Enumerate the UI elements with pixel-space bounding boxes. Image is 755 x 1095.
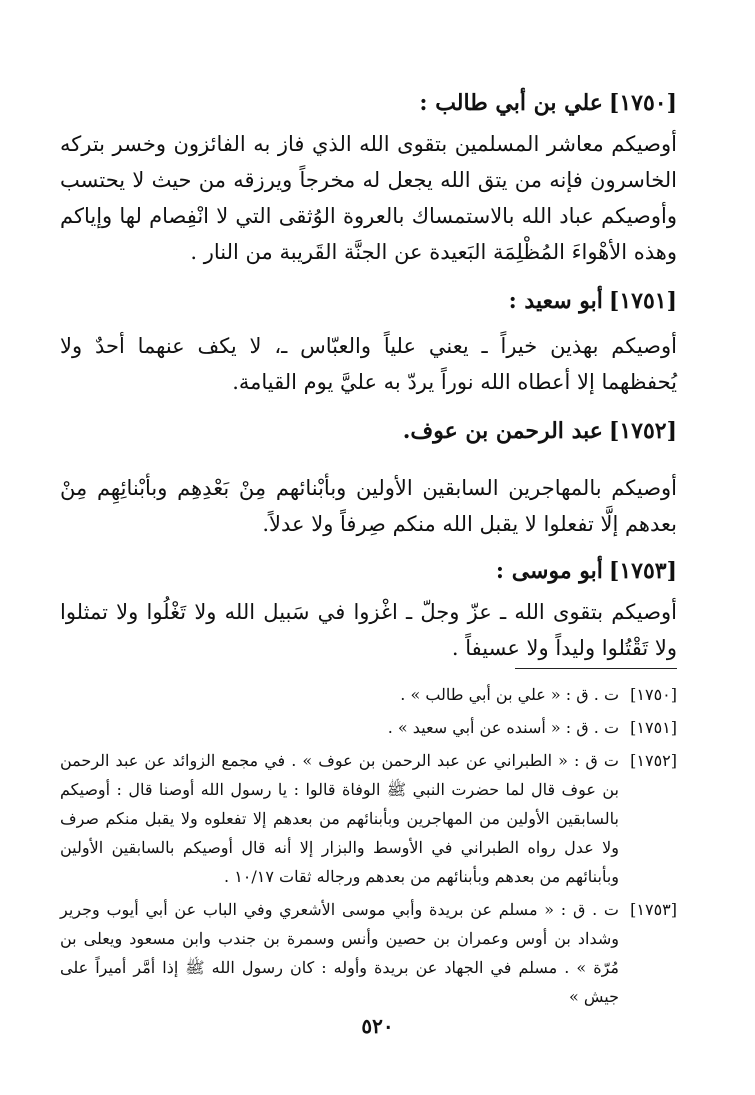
entry-1752 [60, 414, 677, 542]
footnote-number: [١٧٥١] [630, 718, 677, 737]
main-text [60, 86, 677, 666]
entry-body: أوصيكم بالمهاجرين السابقين الأولين وبأبْنائهم مِنْ بَعْدِهِم وبأبْنائِهِم مِنْ بعدهم إلَّا تفعلوا لا يقبل الله منكم صِرفاً ولا عدلاً. [60, 476, 677, 536]
entry-body: أوصيكم معاشر المسلمين بتقوى الله الذي فاز به الفائزون وخسر بتركه الخاسرون فإنه من يتق الله يجعل له مخرجاً ويرزقه من حيث لا يحتسب وأوصيكم عباد الله بالاستمساك بالعروة الوُثقى التي لا انْفِصام لها وإياكم وهذه الأهْواءَ المُظْلِمَة البَعيدة عن الجنَّة القَريبة من النار . [60, 132, 677, 264]
footnote-number: [١٧٥٣] [630, 900, 677, 919]
entry-heading [60, 86, 677, 120]
entry-name: أبو موسى : [495, 558, 603, 584]
entry-number: [١٧٥٠] [608, 90, 677, 116]
footnote-text: ت . ق : « علي بن أبي طالب » . [400, 685, 619, 704]
entry-body: أوصيكم بتقوى الله ـ عزّ وجلّ ـ اغْزوا في سَبيل الله ولا تَغْلُوا ولا تمثلوا ولا تَقْتُلوا وليداً ولا عسيفاً . [60, 600, 677, 660]
entry-1750 [60, 86, 677, 270]
footnote-separator [515, 668, 677, 669]
footnote-number: [١٧٥٠] [630, 685, 677, 704]
entry-heading [60, 414, 677, 448]
footnote-1751 [60, 713, 677, 742]
footnote-number: [١٧٥٢] [630, 751, 677, 770]
page-number: ٥٢٠ [361, 1014, 394, 1038]
entry-heading [60, 284, 677, 318]
entry-number: [١٧٥٣] [608, 558, 677, 584]
footnote-text: ت . ق : « مسلم عن بريدة وأبي موسى الأشعري وفي الباب عن أبي أيوب وجرير وشداد بن أوس وعمران بن حصين وأنس وسمرة بن جندب وابن مسعود ويعلى بن مُرّة » . مسلم في الجهاد عن بريدة وأوله : كان رسول الله ﷺ إذا أمَّر أميراً على جيش » [60, 900, 620, 1006]
footnote-text: ت . ق : « أسنده عن أبي سعيد » . [387, 718, 619, 737]
entry-number: [١٧٥٢] [608, 418, 677, 444]
entry-name: عبد الرحمن بن عوف. [402, 418, 603, 444]
footnote-1750 [60, 680, 677, 709]
entry-name: أبو سعيد : [508, 288, 603, 314]
entry-1751 [60, 284, 677, 400]
entry-name: علي بن أبي طالب : [419, 90, 603, 116]
footnote-1752 [60, 746, 677, 891]
entry-heading [60, 554, 677, 588]
entry-body: أوصيكم بهذين خيراً ـ يعني علياً والعبّاس ـ، لا يكف عنهما أحدٌ ولا يُحفظهما إلا أعطاه الله نوراً يردّ به عليَّ يوم القيامة. [60, 334, 677, 394]
entry-1753 [60, 554, 677, 666]
footnotes [60, 680, 677, 1015]
footnote-1753 [60, 895, 677, 1011]
entry-number: [١٧٥١] [608, 288, 677, 314]
footnote-text: ت ق : « الطبراني عن عبد الرحمن بن عوف » . في مجمع الزوائد عن عبد الرحمن بن عوف قال لما حضرت النبي ﷺ الوفاة قالوا : يا رسول الله أوصنا قال : أوصيكم بالسابقين الأولين من المهاجرين وبأبنائهم من بعدهم إلا تفعلوه ولا يقبل منكم صرف ولا عدل رواه الطبراني في الأوسط والبزار إلا أنه قال أوصيكم بالسابقين الأولين وبأبنائهم من بعدهم وبأبنائهم من بعدهم ورجاله ثقات ١٠/١٧ . [60, 751, 619, 886]
